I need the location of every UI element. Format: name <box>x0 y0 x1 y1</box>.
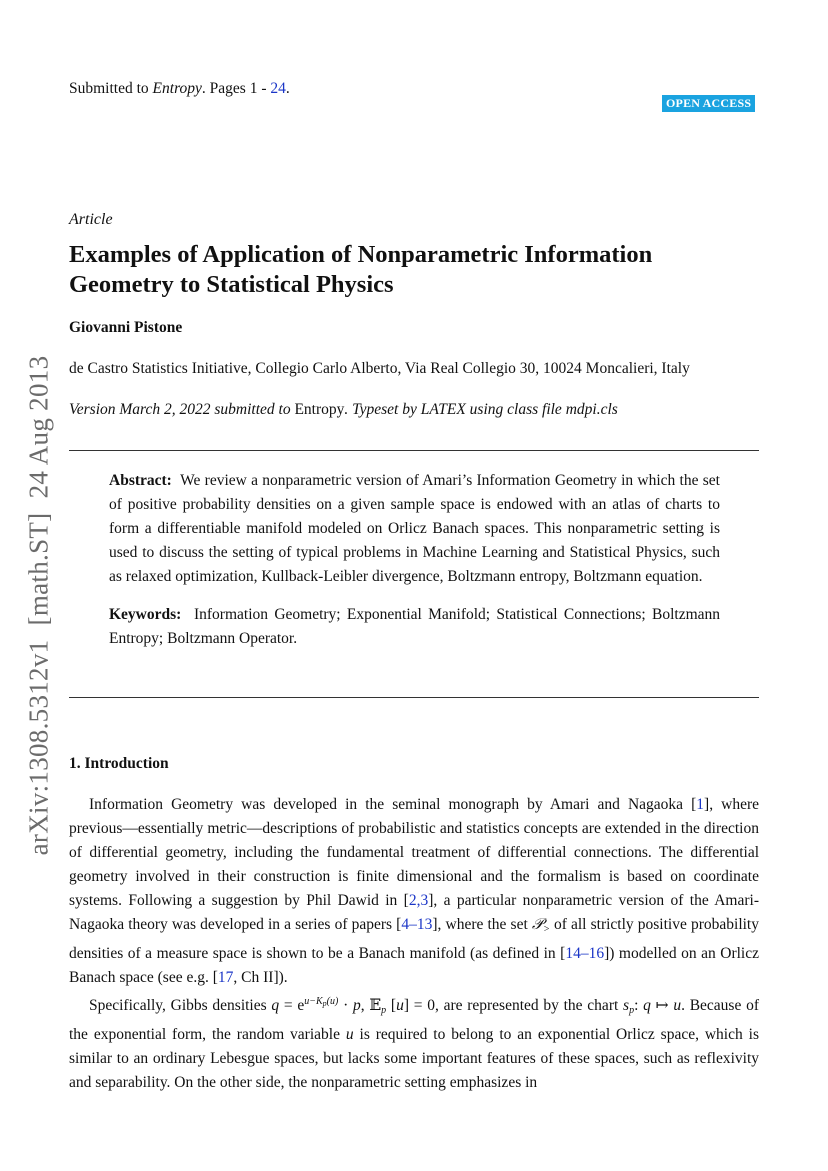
arxiv-side-stamp <box>4 350 74 860</box>
citation-link[interactable]: 2,3 <box>408 892 429 909</box>
citation-link[interactable]: 14–16 <box>565 945 605 962</box>
article-type: Article <box>69 211 113 228</box>
pages-suffix: . <box>285 80 290 97</box>
pages-link[interactable]: 24 <box>270 80 286 97</box>
bottom-divider <box>69 697 759 698</box>
math-map: q ↦ u <box>643 997 682 1014</box>
body-text <box>69 793 759 1095</box>
author-affiliation: de Castro Statistics Initiative, Collegio Carlo Alberto, Via Real Collegio 30, 10024 Moncalieri, Italy <box>69 360 690 377</box>
text-run: ]) modelled on an Orlicz Banach space (see e.g. [ <box>69 945 759 986</box>
abstract-label: Abstract: <box>109 472 172 489</box>
math-symbol: q <box>271 997 280 1014</box>
exponent-part: u−K <box>304 996 323 1007</box>
math-symbol: p <box>352 997 361 1014</box>
text-run: Information Geometry was developed in the seminal monograph by Amari and Nagaoka [ <box>89 796 697 813</box>
math-run: : <box>634 997 644 1014</box>
math-run: = e <box>279 997 305 1014</box>
abstract-paragraph <box>109 469 720 589</box>
text-run: is required to belong to an exponential Orlicz space, which is similar to an ordinary Lebesgue spaces, but lacks some important features of these spaces, such as reflexivity and separability. On the other side, the nonparametric setting emphasizes in <box>69 1026 759 1091</box>
math-run: , 𝔼 <box>360 997 382 1014</box>
top-divider <box>69 450 759 451</box>
math-subscript: > <box>543 924 550 935</box>
math-symbol: s <box>623 997 630 1014</box>
math-symbol: u <box>396 997 404 1014</box>
version-journal: Entropy <box>294 401 345 418</box>
journal-name: Entropy <box>152 80 202 97</box>
pages-text: . Pages 1 - <box>201 80 271 97</box>
citation-link[interactable]: 4–13 <box>401 916 433 933</box>
citation-link[interactable]: 1 <box>696 796 705 813</box>
text-run: ], where previous—essentially metric—descriptions of probabilistic and statistics concepts are extended in the direction of differential geometry, including the fundamental treatment of differential connections. The differential geometry involved in their construction is finite dimensional and the formalism is based on coordinate systems. Following a suggestion by Phil Dawid in [ <box>69 796 759 909</box>
text-run: ], a particular nonparametric version of the Amari-Nagaoka theory was developed in a series of papers [ <box>69 892 759 933</box>
version-prefix: Version March 2, 2022 submitted to <box>69 401 295 418</box>
open-access-badge: OPEN ACCESS <box>662 95 755 112</box>
intro-paragraph-1 <box>69 793 759 990</box>
exponent-subscript: p <box>322 999 327 1008</box>
text-run: . Because of the exponential form, the random variable <box>69 997 759 1043</box>
text-run: Specifically, Gibbs densities <box>89 997 272 1014</box>
math-symbol: u <box>345 1026 354 1043</box>
math-subscript: p <box>381 1005 387 1016</box>
abstract-section <box>109 469 720 651</box>
keywords-text: Information Geometry; Exponential Manifold; Statistical Connections; Boltzmann Entropy; Boltzmann Operator. <box>109 606 721 647</box>
text-run: ], where the set <box>432 916 532 933</box>
journal-header <box>69 80 290 98</box>
math-superscript <box>304 996 338 1007</box>
text-run: , Ch II]). <box>233 969 288 986</box>
text-run: of all strictly positive probability densities of a measure space is shown to be a Banach manifold (as defined in [ <box>69 916 759 962</box>
text-run: ] = 0, are represented by the chart <box>403 997 624 1014</box>
author-name: Giovanni Pistone <box>69 319 183 336</box>
exponent-end: (u) <box>326 996 339 1007</box>
arxiv-identifier: arXiv:1308.5312v1 [math.ST] 24 Aug 2013 <box>23 355 54 855</box>
version-suffix: . Typeset by LATEX using class file mdpi.cls <box>344 401 618 418</box>
math-run: [ <box>386 997 397 1014</box>
math-subscript: p <box>629 1005 635 1016</box>
submitted-prefix: Submitted to <box>69 80 153 97</box>
citation-link[interactable]: 17 <box>217 969 234 986</box>
math-symbol: 𝒫 <box>531 916 544 933</box>
section-heading: 1. Introduction <box>69 755 169 772</box>
keywords-label: Keywords: <box>109 606 182 623</box>
intro-paragraph-2 <box>69 990 759 1095</box>
abstract-text: We review a nonparametric version of Amari’s Information Geometry in which the set of positive probability densities on a given sample space is endowed with an atlas of charts to form a differentiable manifold modeled on Orlicz Banach spaces. This nonparametric setting is used to discuss the setting of typical problems in Machine Learning and Statistical Physics, such as relaxed optimization, Kullback-Leibler divergence, Boltzmann entropy, Boltzmann equation. <box>109 472 720 585</box>
version-line <box>69 401 618 419</box>
paper-title: Examples of Application of Nonparametric Information Geometry to Statistical Physics <box>69 241 653 298</box>
math-run: · <box>338 997 353 1014</box>
keywords-paragraph <box>109 603 720 651</box>
